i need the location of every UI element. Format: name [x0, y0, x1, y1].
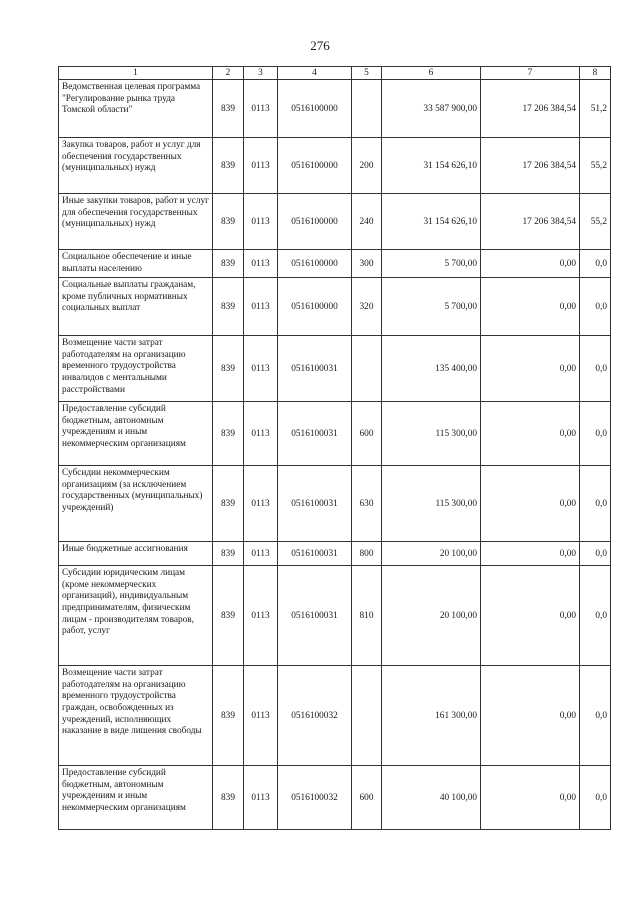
executed-amount-cell: 17 206 384,54 — [481, 194, 580, 250]
admin-code-cell: 839 — [213, 566, 244, 666]
expense-type-cell: 600 — [352, 402, 382, 466]
column-header: 7 — [481, 67, 580, 80]
planned-amount-cell: 161 300,00 — [382, 666, 481, 766]
percent-cell: 51,2 — [580, 80, 611, 138]
planned-amount-cell: 20 100,00 — [382, 566, 481, 666]
expense-type-cell: 630 — [352, 466, 382, 542]
executed-amount-cell: 0,00 — [481, 666, 580, 766]
target-article-cell: 0516100031 — [278, 336, 352, 402]
section-code-cell: 0113 — [244, 566, 278, 666]
percent-cell: 0,0 — [580, 666, 611, 766]
percent-cell: 0,0 — [580, 542, 611, 566]
row-name-cell: Закупка товаров, работ и услуг для обеспечения государственных (муниципальных) нужд — [59, 138, 213, 194]
planned-amount-cell: 40 100,00 — [382, 766, 481, 830]
admin-code-cell: 839 — [213, 766, 244, 830]
section-code-cell: 0113 — [244, 666, 278, 766]
section-code-cell: 0113 — [244, 278, 278, 336]
row-name-cell: Иные бюджетные ассигнования — [59, 542, 213, 566]
expense-type-cell — [352, 80, 382, 138]
column-header: 3 — [244, 67, 278, 80]
admin-code-cell: 839 — [213, 466, 244, 542]
percent-cell: 0,0 — [580, 336, 611, 402]
admin-code-cell: 839 — [213, 194, 244, 250]
table-row — [59, 402, 611, 466]
admin-code-cell: 839 — [213, 250, 244, 278]
executed-amount-cell: 0,00 — [481, 542, 580, 566]
section-code-cell: 0113 — [244, 766, 278, 830]
executed-amount-cell: 17 206 384,54 — [481, 80, 580, 138]
expense-type-cell: 300 — [352, 250, 382, 278]
row-name-cell: Возмещение части затрат работодателям на организацию временного трудоустройства граждан, освобожденных из учреждений, исполняющих наказание в виде лишения свободы — [59, 666, 213, 766]
percent-cell: 55,2 — [580, 194, 611, 250]
row-name-cell: Предоставление субсидий бюджетным, автономным учреждениям и иным некоммерческим организациям — [59, 766, 213, 830]
target-article-cell: 0516100000 — [278, 278, 352, 336]
expense-type-cell — [352, 336, 382, 402]
row-name-cell: Иные закупки товаров, работ и услуг для обеспечения государственных (муниципальных) нужд — [59, 194, 213, 250]
section-code-cell: 0113 — [244, 336, 278, 402]
planned-amount-cell: 33 587 900,00 — [382, 80, 481, 138]
planned-amount-cell: 20 100,00 — [382, 542, 481, 566]
target-article-cell: 0516100032 — [278, 666, 352, 766]
expense-type-cell: 800 — [352, 542, 382, 566]
target-article-cell: 0516100000 — [278, 194, 352, 250]
expense-type-cell: 240 — [352, 194, 382, 250]
section-code-cell: 0113 — [244, 542, 278, 566]
table-row — [59, 80, 611, 138]
admin-code-cell: 839 — [213, 80, 244, 138]
table-row — [59, 666, 611, 766]
column-header: 8 — [580, 67, 611, 80]
expense-type-cell: 200 — [352, 138, 382, 194]
section-code-cell: 0113 — [244, 402, 278, 466]
column-header: 1 — [59, 67, 213, 80]
column-header: 5 — [352, 67, 382, 80]
admin-code-cell: 839 — [213, 138, 244, 194]
executed-amount-cell: 0,00 — [481, 566, 580, 666]
planned-amount-cell: 5 700,00 — [382, 250, 481, 278]
expense-type-cell: 320 — [352, 278, 382, 336]
percent-cell: 0,0 — [580, 402, 611, 466]
table-row — [59, 278, 611, 336]
executed-amount-cell: 0,00 — [481, 766, 580, 830]
section-code-cell: 0113 — [244, 250, 278, 278]
column-number-row — [59, 67, 611, 80]
table-row — [59, 542, 611, 566]
target-article-cell: 0516100000 — [278, 250, 352, 278]
row-name-cell: Предоставление субсидий бюджетным, автономным учреждениям и иным некоммерческим организациям — [59, 402, 213, 466]
table-row — [59, 138, 611, 194]
percent-cell: 0,0 — [580, 278, 611, 336]
admin-code-cell: 839 — [213, 278, 244, 336]
column-header: 2 — [213, 67, 244, 80]
row-name-cell: Субсидии юридическим лицам (кроме некоммерческих организаций), индивидуальным предпринимателям, физическим лицам - производителям товаров, работ, услуг — [59, 566, 213, 666]
planned-amount-cell: 31 154 626,10 — [382, 138, 481, 194]
row-name-cell: Субсидии некоммерческим организациям (за исключением государственных (муниципальных) учреждений) — [59, 466, 213, 542]
expense-type-cell: 600 — [352, 766, 382, 830]
executed-amount-cell: 0,00 — [481, 278, 580, 336]
table-row — [59, 466, 611, 542]
table-row — [59, 566, 611, 666]
target-article-cell: 0516100032 — [278, 766, 352, 830]
budget-table — [58, 66, 611, 830]
admin-code-cell: 839 — [213, 336, 244, 402]
executed-amount-cell: 0,00 — [481, 336, 580, 402]
target-article-cell: 0516100031 — [278, 566, 352, 666]
row-name-cell: Социальное обеспечение и иные выплаты населению — [59, 250, 213, 278]
table-row — [59, 194, 611, 250]
percent-cell: 0,0 — [580, 466, 611, 542]
table-body — [59, 80, 611, 830]
executed-amount-cell: 17 206 384,54 — [481, 138, 580, 194]
executed-amount-cell: 0,00 — [481, 402, 580, 466]
admin-code-cell: 839 — [213, 542, 244, 566]
target-article-cell: 0516100031 — [278, 402, 352, 466]
admin-code-cell: 839 — [213, 666, 244, 766]
row-name-cell: Ведомственная целевая программа "Регулирование рынка труда Томской области" — [59, 80, 213, 138]
section-code-cell: 0113 — [244, 138, 278, 194]
column-header: 4 — [278, 67, 352, 80]
planned-amount-cell: 115 300,00 — [382, 402, 481, 466]
expense-type-cell — [352, 666, 382, 766]
percent-cell: 0,0 — [580, 250, 611, 278]
planned-amount-cell: 135 400,00 — [382, 336, 481, 402]
column-header: 6 — [382, 67, 481, 80]
expense-type-cell: 810 — [352, 566, 382, 666]
row-name-cell: Возмещение части затрат работодателям на организацию временного трудоустройства инвалидов с ментальными расстройствами — [59, 336, 213, 402]
target-article-cell: 0516100031 — [278, 466, 352, 542]
page-number: 276 — [310, 38, 330, 53]
percent-cell: 0,0 — [580, 766, 611, 830]
target-article-cell: 0516100000 — [278, 138, 352, 194]
admin-code-cell: 839 — [213, 402, 244, 466]
table-row — [59, 250, 611, 278]
percent-cell: 55,2 — [580, 138, 611, 194]
planned-amount-cell: 115 300,00 — [382, 466, 481, 542]
section-code-cell: 0113 — [244, 466, 278, 542]
percent-cell: 0,0 — [580, 566, 611, 666]
executed-amount-cell: 0,00 — [481, 466, 580, 542]
target-article-cell: 0516100000 — [278, 80, 352, 138]
section-code-cell: 0113 — [244, 80, 278, 138]
table-row — [59, 336, 611, 402]
planned-amount-cell: 5 700,00 — [382, 278, 481, 336]
section-code-cell: 0113 — [244, 194, 278, 250]
target-article-cell: 0516100031 — [278, 542, 352, 566]
table-row — [59, 766, 611, 830]
executed-amount-cell: 0,00 — [481, 250, 580, 278]
row-name-cell: Социальные выплаты гражданам, кроме публичных нормативных социальных выплат — [59, 278, 213, 336]
planned-amount-cell: 31 154 626,10 — [382, 194, 481, 250]
